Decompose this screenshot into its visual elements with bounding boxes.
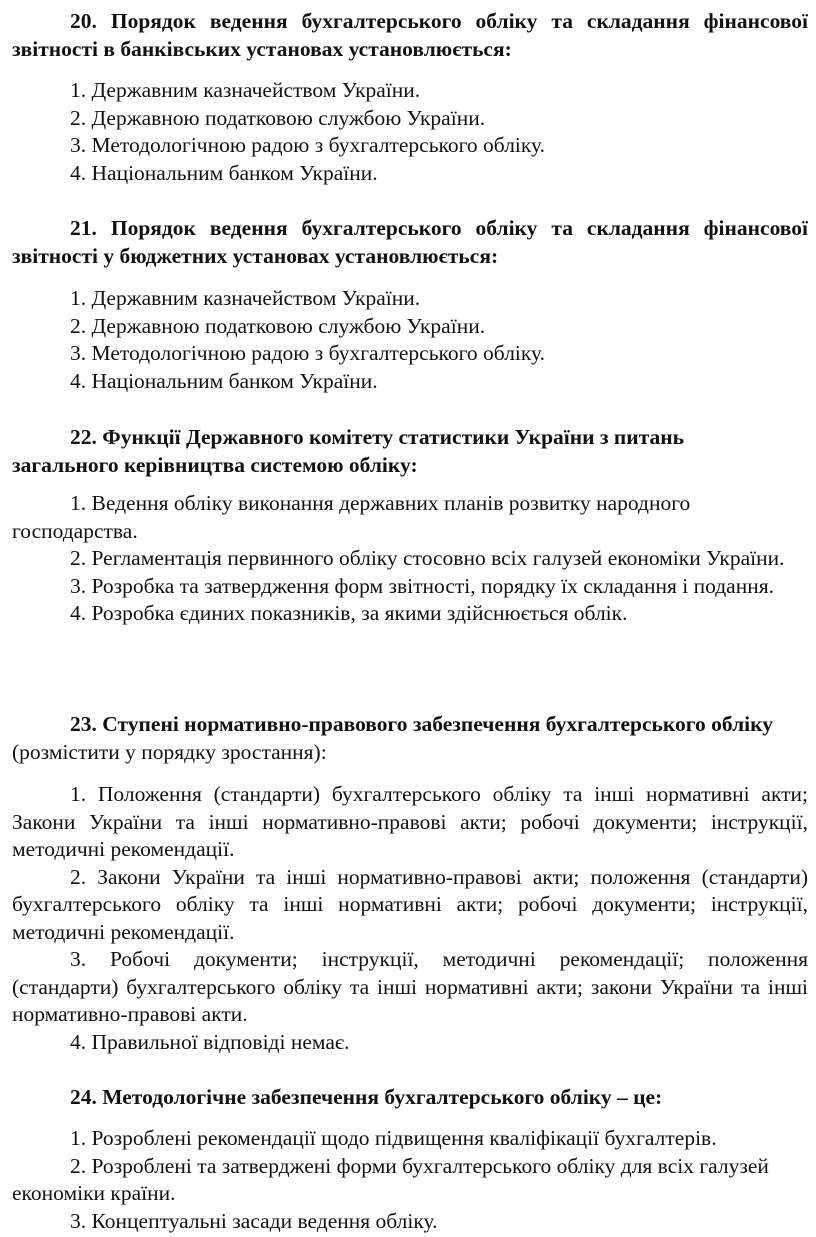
answer-item: 1. Розроблені рекомендації щодо підвищення кваліфікації бухгалтерів. [70,1126,717,1150]
answer-item: 2. Державною податковою службою України. [70,105,486,130]
answer-item: 3. Розробка та затвердження форм звітності, порядку їх складання і подання. [70,573,774,598]
answer-item: 2. Регламентація первинного обліку стосовно всіх галузей економіки України. [70,546,785,570]
question-21-answers [12,285,808,395]
answer-item: 4. Розробка єдиних показників, за якими здійснюється облік. [70,601,628,625]
question-23-title-bold: 23. Ступені нормативно-правового забезпечення бухгалтерського обліку [70,712,773,736]
answer-item: 1. Ведення обліку виконання державних планів розвитку народного господарства. [12,491,691,543]
answer-item: 1. Положення (стандарти) бухгалтерського обліку та інші нормативні акти; Закони України та інші нормативно-правові акти; робочі документи; інструкції, методичні рекомендації. [12,782,808,861]
answer-item: 4. Правильної відповіді немає. [70,1029,350,1054]
answer-item: 4. Національним банком України. [70,160,378,185]
answer-item: 2. Розроблені та затверджені форми бухгалтерського обліку для всіх галузей економіки країни. [12,1153,769,1205]
question-22-answers [12,490,792,628]
question-20-title: 20. Порядок ведення бухгалтерського обліку та складання фінансової звітності в банківських установах установлюється: [12,9,808,61]
answer-item: 3. Методологічною радою з бухгалтерського обліку. [70,133,546,157]
question-24-title: 24. Методологічне забезпечення бухгалтерського обліку – це: [70,1085,663,1109]
question-21-title: 21. Порядок ведення бухгалтерського обліку та складання фінансової звітності у бюджетних установах установлюється: [12,216,808,268]
answer-item: 3. Концептуальні засади ведення обліку. [70,1208,438,1233]
answer-item: 2. Закони України та інші нормативно-правові акти; положення (стандарти) бухгалтерського обліку та інші нормативні акти; робочі документи; інструкції, методичні рекомендації. [12,864,808,944]
answer-item: 1. Державним казначейством України. [70,78,421,102]
question-24-answers [12,1125,792,1235]
question-20-answers [12,77,808,187]
answer-item: 3. Методологічною радою з бухгалтерського обліку. [70,341,546,365]
answer-item: 2. Державною податковою службою України. [70,313,486,338]
answer-item: 1. Державним казначейством України. [70,286,421,310]
question-23-answers [12,781,808,1056]
question-22-title: 22. Функції Державного комітету статистики України з питань загального керівництва системою обліку: [12,425,685,477]
question-23-title-note: (розмістити у порядку зростання): [12,740,327,764]
answer-item: 4. Національним банком України. [70,368,378,393]
answer-item: 3. Робочі документи; інструкції, методичні рекомендації; положення (стандарти) бухгалтерського обліку та інші нормативні акти; закони України та інші нормативно-правові акти. [12,947,808,1026]
question-23-title [12,710,792,766]
